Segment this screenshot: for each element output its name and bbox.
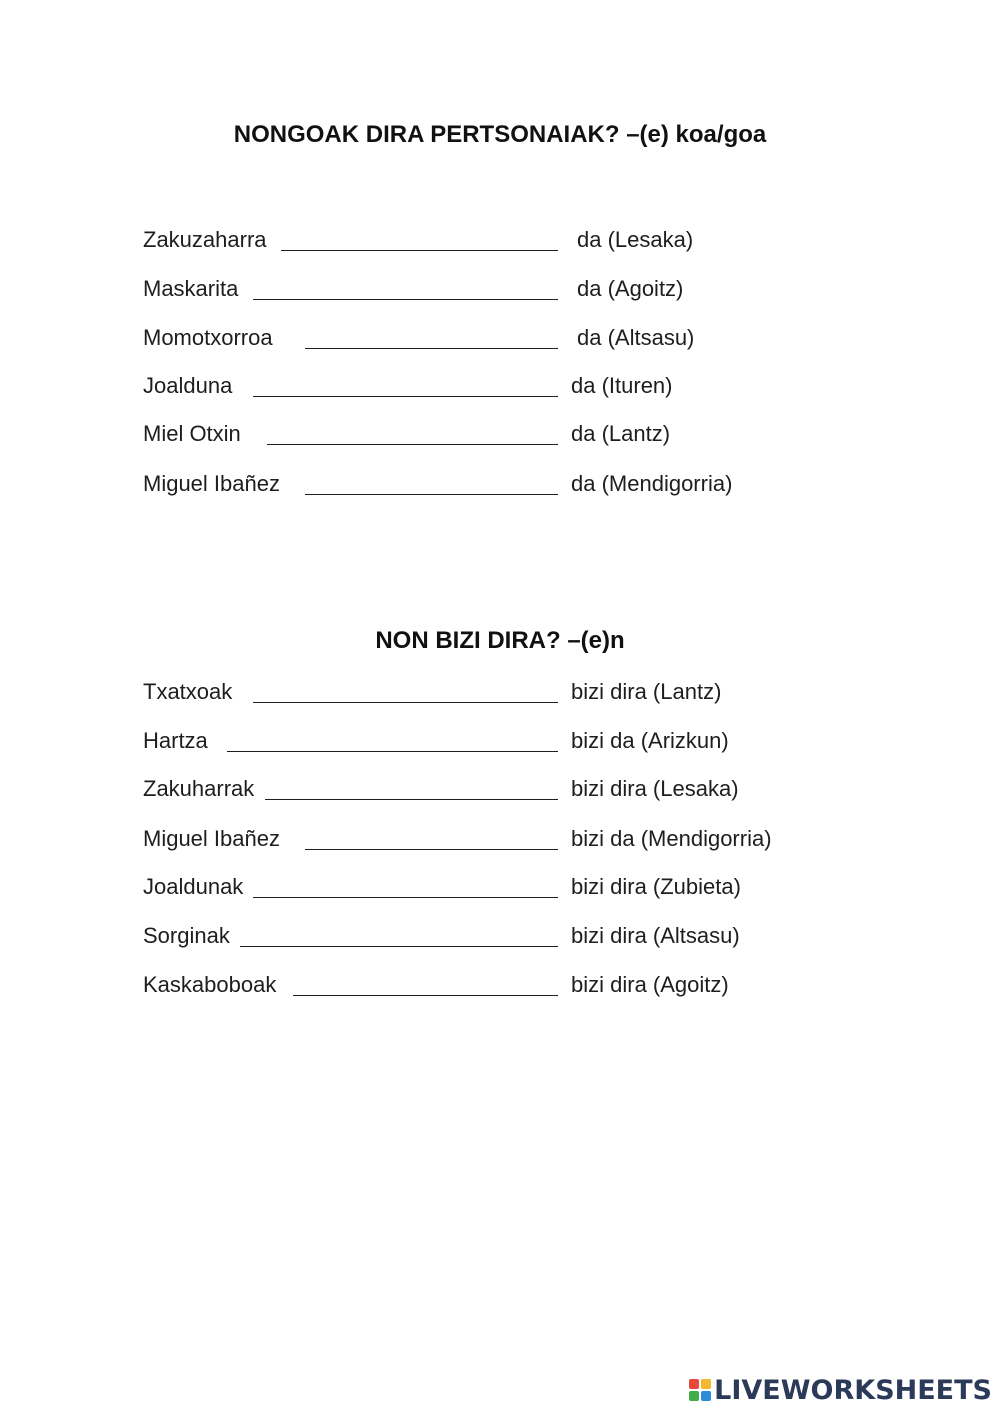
row-suffix: bizi dira (Lesaka) <box>571 776 739 801</box>
row-suffix: bizi da (Arizkun) <box>571 728 729 753</box>
answer-blank[interactable] <box>253 702 558 703</box>
row-label: Momotxorroa <box>143 325 273 350</box>
answer-blank[interactable] <box>240 946 558 947</box>
logo-square-icon <box>701 1391 711 1401</box>
section2-title: NON BIZI DIRA? –(e)n <box>375 627 625 654</box>
answer-blank[interactable] <box>253 299 558 300</box>
section1-row <box>143 276 903 310</box>
row-label: Miguel Ibañez <box>143 471 280 496</box>
section1-row <box>143 421 903 455</box>
answer-blank[interactable] <box>253 897 558 898</box>
answer-blank[interactable] <box>253 396 558 397</box>
logo-text: LIVEWORKSHEETS <box>714 1374 992 1406</box>
row-label: Zakuzaharra <box>143 227 267 252</box>
answer-blank[interactable] <box>227 751 558 752</box>
answer-blank[interactable] <box>305 494 558 495</box>
row-label: Miel Otxin <box>143 421 241 446</box>
row-label: Zakuharrak <box>143 776 255 801</box>
section1-row <box>143 373 903 407</box>
liveworksheets-logo <box>689 1373 992 1407</box>
answer-blank[interactable] <box>305 348 558 349</box>
row-label: Kaskaboboak <box>143 972 277 997</box>
section1-row <box>143 325 903 359</box>
row-suffix: da (Agoitz) <box>577 276 684 301</box>
row-label: Sorginak <box>143 923 230 948</box>
section1-title: NONGOAK DIRA PERTSONAIAK? –(e) koa/goa <box>233 121 767 148</box>
row-suffix: bizi dira (Altsasu) <box>571 923 740 948</box>
row-suffix: bizi da (Mendigorria) <box>571 826 772 851</box>
section2-row <box>143 826 903 860</box>
answer-blank[interactable] <box>267 444 558 445</box>
logo-square-icon <box>701 1379 711 1389</box>
section2-row <box>143 874 903 908</box>
row-suffix: da (Lantz) <box>571 421 671 446</box>
row-label: Maskarita <box>143 276 239 301</box>
section2-row <box>143 923 903 957</box>
row-label: Hartza <box>143 728 208 753</box>
row-suffix: da (Altsasu) <box>577 325 695 350</box>
row-suffix: bizi dira (Lantz) <box>571 679 722 704</box>
answer-blank[interactable] <box>305 849 558 850</box>
section2-row <box>143 679 903 713</box>
row-label: Joaldunak <box>143 874 244 899</box>
section2-row <box>143 776 903 810</box>
section1-row <box>143 471 903 505</box>
row-label: Miguel Ibañez <box>143 826 280 851</box>
answer-blank[interactable] <box>293 995 558 996</box>
row-label: Joalduna <box>143 373 233 398</box>
row-suffix: da (Mendigorria) <box>571 471 733 496</box>
logo-square-icon <box>689 1391 699 1401</box>
row-suffix: da (Ituren) <box>571 373 673 398</box>
answer-blank[interactable] <box>281 250 558 251</box>
logo-square-icon <box>689 1379 699 1389</box>
section2-row <box>143 728 903 762</box>
row-suffix: bizi dira (Agoitz) <box>571 972 729 997</box>
section1-row <box>143 227 903 261</box>
answer-blank[interactable] <box>265 799 558 800</box>
row-label: Txatxoak <box>143 679 233 704</box>
row-suffix: da (Lesaka) <box>577 227 694 252</box>
row-suffix: bizi dira (Zubieta) <box>571 874 741 899</box>
section2-row <box>143 972 903 1006</box>
liveworksheets-logo-icon <box>689 1379 711 1401</box>
